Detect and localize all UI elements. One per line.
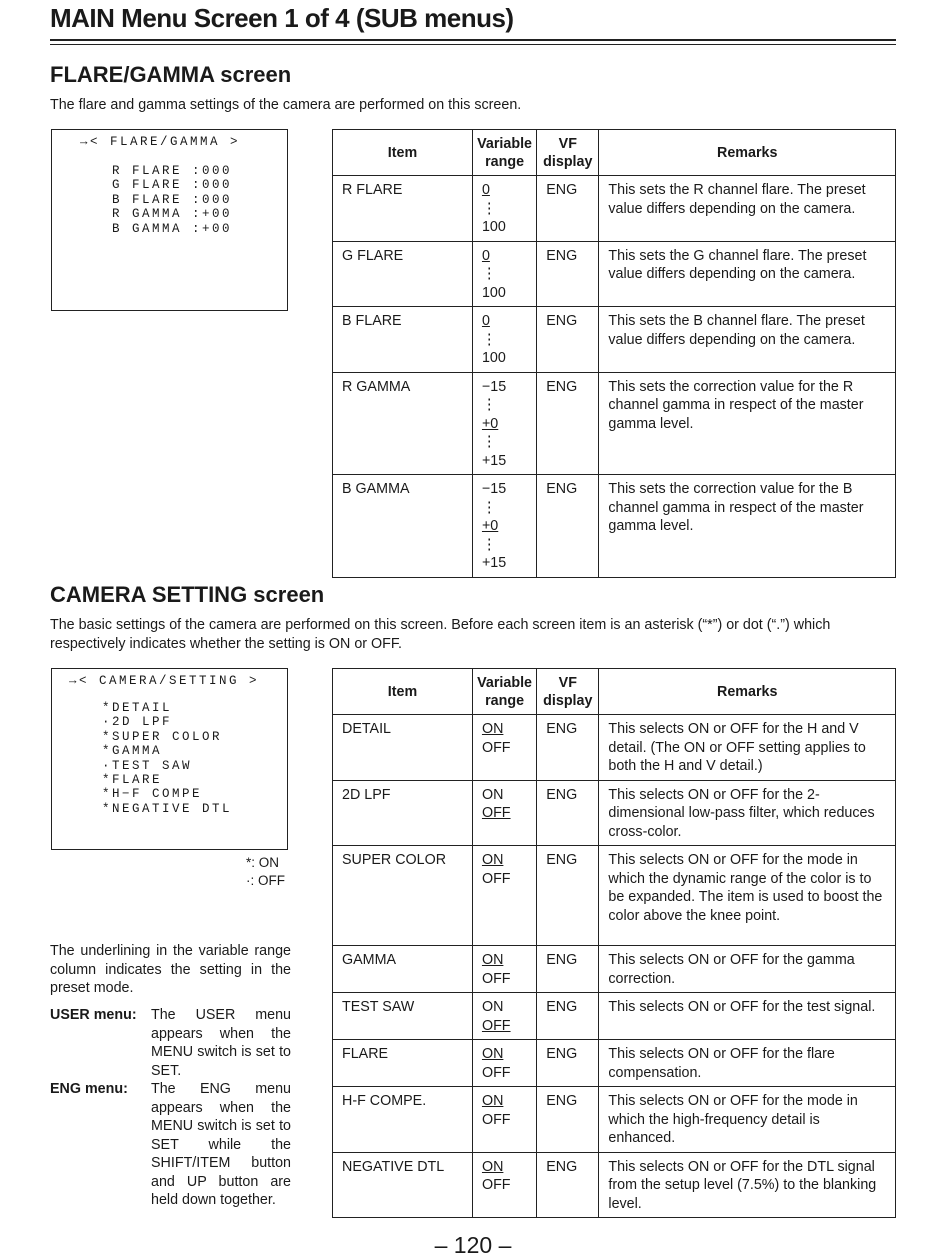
camera-setting-menu-screen <box>51 668 288 850</box>
range-off: OFF <box>481 805 511 821</box>
col-header-vf-display: VF display <box>537 669 599 715</box>
user-menu-definition <box>50 1006 291 1080</box>
menu-line: G FLARE :000 <box>112 178 233 193</box>
user-menu-label: USER menu: <box>50 1007 137 1023</box>
range-ellipsis: ⋮ <box>481 536 497 553</box>
vf-cell: ENG <box>537 372 599 475</box>
col-header-remarks: Remarks <box>599 130 896 176</box>
range-on: ON <box>481 999 504 1015</box>
range-off: OFF <box>481 1064 511 1081</box>
range-cell <box>472 1152 536 1218</box>
table-row <box>333 780 896 846</box>
range-ellipsis: ⋮ <box>481 331 497 348</box>
vf-cell: ENG <box>537 1152 599 1218</box>
range-off: OFF <box>481 870 511 887</box>
item-cell: SUPER COLOR <box>333 846 473 946</box>
range-cell <box>472 307 536 373</box>
table-row <box>333 946 896 993</box>
range-cell <box>472 1040 536 1087</box>
menu-line: *FLARE <box>102 773 163 787</box>
remarks-cell: This selects ON or OFF for the gamma correction. <box>599 946 896 993</box>
camera-setting-intro: The basic settings of the camera are performed on this screen. Before each screen item is an asterisk (“*”) or dot (“.”) which respectively indicates whether the setting is ON or OFF. <box>50 617 831 652</box>
table-row <box>333 372 896 475</box>
remarks-cell: This selects ON or OFF for the test signal. <box>599 993 896 1040</box>
table-row <box>333 715 896 781</box>
range-value: 100 <box>481 284 506 301</box>
vf-cell: ENG <box>537 241 599 307</box>
range-value: +15 <box>481 452 507 469</box>
vf-cell: ENG <box>537 1040 599 1087</box>
range-value: 100 <box>481 350 506 366</box>
range-value: +0 <box>481 518 499 534</box>
item-cell: H-F COMPE. <box>333 1087 473 1153</box>
range-off: OFF <box>481 970 511 987</box>
menu-line: R GAMMA :+00 <box>112 207 233 222</box>
remarks-cell: This sets the B channel flare. The preset value differs depending on the camera. <box>599 307 896 373</box>
table-row <box>333 307 896 373</box>
table-row <box>333 1152 896 1218</box>
table-row <box>333 475 896 578</box>
table-row <box>333 176 896 242</box>
menu-screen-header: →< FLARE/GAMMA > <box>80 135 241 149</box>
flare-gamma-heading: FLARE/GAMMA screen <box>50 62 292 87</box>
range-off: OFF <box>481 1111 511 1128</box>
vf-cell: ENG <box>537 946 599 993</box>
range-off: OFF <box>481 1177 511 1193</box>
item-cell: B GAMMA <box>333 475 473 578</box>
menu-line: ·TEST SAW <box>102 758 193 773</box>
item-cell: NEGATIVE DTL <box>333 1152 473 1218</box>
range-on: ON <box>481 1093 504 1109</box>
range-on: ON <box>481 786 504 803</box>
remarks-cell: This selects ON or OFF for the flare compensation. <box>599 1040 896 1087</box>
range-cell <box>472 780 536 846</box>
range-cell <box>472 846 536 946</box>
range-on: ON <box>481 952 504 968</box>
range-cell <box>472 715 536 781</box>
vf-cell: ENG <box>537 715 599 781</box>
menu-screen-header: →< CAMERA/SETTING > <box>69 674 260 688</box>
range-value: 100 <box>481 219 506 235</box>
page-number: – 120 – <box>434 1232 512 1258</box>
menu-line: *NEGATIVE DTL <box>102 801 233 816</box>
range-ellipsis: ⋮ <box>481 434 497 450</box>
range-value: +15 <box>481 555 507 571</box>
menu-line: B GAMMA :+00 <box>112 221 233 236</box>
flare-gamma-menu-screen <box>51 129 288 311</box>
remarks-cell: This selects ON or OFF for the DTL signal from the setup level (7.5%) to the blanking level. <box>599 1152 896 1218</box>
range-value: 0 <box>481 313 490 329</box>
vf-cell: ENG <box>537 475 599 578</box>
menu-line: R FLARE :000 <box>112 164 233 178</box>
user-menu-text: The USER menu appears when the MENU switch is set to SET. <box>151 1007 291 1079</box>
range-ellipsis: ⋮ <box>481 266 497 282</box>
range-cell <box>472 241 536 307</box>
item-cell: 2D LPF <box>333 780 473 846</box>
camera-setting-table <box>332 668 896 1218</box>
remarks-cell: This selects ON or OFF for the mode in which the high-frequency detail is enhanced. <box>599 1087 896 1153</box>
page-title: MAIN Menu Screen 1 of 4 (SUB menus) <box>50 3 514 33</box>
vf-cell: ENG <box>537 780 599 846</box>
vf-cell: ENG <box>537 176 599 242</box>
range-on: ON <box>481 721 504 737</box>
range-ellipsis: ⋮ <box>481 499 497 516</box>
menu-line: *H−F COMPE <box>102 787 203 802</box>
vf-cell: ENG <box>537 993 599 1040</box>
col-header-variable-range: Variable range <box>472 130 536 176</box>
range-ellipsis: ⋮ <box>481 200 497 217</box>
remarks-cell: This sets the correction value for the R channel gamma in respect of the master gamma level. <box>599 372 896 475</box>
menu-line: *DETAIL <box>102 701 173 715</box>
table-row <box>333 1040 896 1087</box>
flare-gamma-intro: The flare and gamma settings of the camera are performed on this screen. <box>50 97 522 113</box>
remarks-cell: This selects ON or OFF for the mode in which the dynamic range of the color is to be expanded. The item is used to boost the color above the knee point. <box>599 846 896 946</box>
remarks-cell: This sets the R channel flare. The preset value differs depending on the camera. <box>599 176 896 242</box>
legend-on: *: ON <box>246 855 280 870</box>
title-rule-thin <box>50 44 896 45</box>
range-cell <box>472 176 536 242</box>
remarks-cell: This selects ON or OFF for the 2-dimensional low-pass filter, which reduces cross-color. <box>599 780 896 846</box>
item-cell: G FLARE <box>333 241 473 307</box>
menu-line: *GAMMA <box>102 744 163 759</box>
remarks-cell: This sets the correction value for the B channel gamma in respect of the master gamma level. <box>599 475 896 578</box>
vf-cell: ENG <box>537 846 599 946</box>
range-cell <box>472 372 536 475</box>
range-cell <box>472 993 536 1040</box>
legend-off: ·: OFF <box>246 873 285 888</box>
item-cell: FLARE <box>333 1040 473 1087</box>
range-value: +0 <box>481 415 499 432</box>
range-on: ON <box>481 852 504 868</box>
table-row <box>333 241 896 307</box>
item-cell: GAMMA <box>333 946 473 993</box>
range-value: 0 <box>481 182 490 198</box>
item-cell: R FLARE <box>333 176 473 242</box>
range-on: ON <box>481 1158 504 1175</box>
col-header-vf-display: VF display <box>537 130 599 176</box>
menu-line: ·2D LPF <box>102 715 173 730</box>
remarks-cell: This selects ON or OFF for the H and V detail. (The ON or OFF setting applies to both the H and V detail.) <box>599 715 896 781</box>
title-rule <box>50 39 896 41</box>
flare-gamma-table <box>332 129 896 578</box>
menu-line: B FLARE :000 <box>112 192 233 207</box>
table-row <box>333 1087 896 1153</box>
table-row <box>333 993 896 1040</box>
range-cell <box>472 946 536 993</box>
eng-menu-definition <box>50 1080 291 1210</box>
item-cell: R GAMMA <box>333 372 473 475</box>
remarks-cell: This sets the G channel flare. The preset value differs depending on the camera. <box>599 241 896 307</box>
vf-cell: ENG <box>537 1087 599 1153</box>
menu-line: *SUPER COLOR <box>102 729 223 744</box>
vf-cell: ENG <box>537 307 599 373</box>
range-on: ON <box>481 1046 504 1062</box>
range-value: −15 <box>481 378 507 395</box>
range-off: OFF <box>481 739 511 756</box>
eng-menu-text: The ENG menu appears when the MENU switch is set to SET while the SHIFT/ITEM button and UP button are held down together. <box>151 1081 291 1208</box>
item-cell: B FLARE <box>333 307 473 373</box>
col-header-item: Item <box>333 669 473 715</box>
range-ellipsis: ⋮ <box>481 397 497 413</box>
underline-note: The underlining in the variable range column indicates the setting in the preset mode. <box>50 943 291 996</box>
item-cell: DETAIL <box>333 715 473 781</box>
range-value: −15 <box>481 481 507 497</box>
col-header-variable-range: Variable range <box>472 669 536 715</box>
range-off: OFF <box>481 1017 511 1034</box>
eng-menu-label: ENG menu: <box>50 1081 128 1097</box>
col-header-item: Item <box>333 130 473 176</box>
range-value: 0 <box>481 247 490 264</box>
range-cell <box>472 1087 536 1153</box>
range-cell <box>472 475 536 578</box>
item-cell: TEST SAW <box>333 993 473 1040</box>
col-header-remarks: Remarks <box>599 669 896 715</box>
camera-setting-heading: CAMERA SETTING screen <box>50 582 325 607</box>
table-row <box>333 846 896 946</box>
